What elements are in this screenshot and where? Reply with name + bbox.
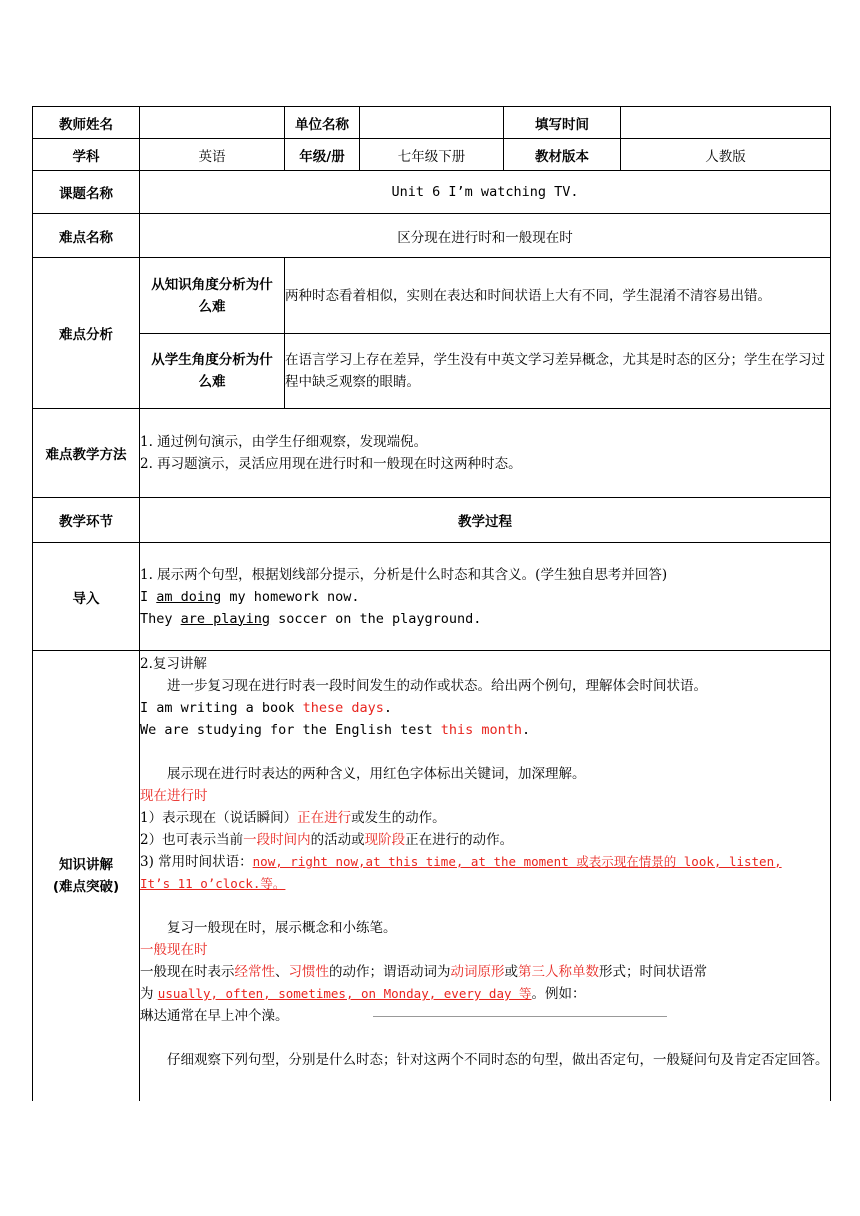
method-item-1: 1. 通过例句演示，由学生仔细观察，发现端倪。 xyxy=(140,434,428,450)
process-header: 教学过程 xyxy=(140,498,831,543)
pc-point-1: 1）表示现在（说话瞬间）正在进行或发生的动作。 xyxy=(140,810,446,826)
unit-label: 单位名称 xyxy=(285,107,360,139)
knowledge-angle-label: 从知识角度分析为什么难 xyxy=(140,258,285,334)
sp-line-2: 为 usually, often, sometimes, on Monday, every day 等。例如： xyxy=(140,986,586,1002)
answer-blank[interactable] xyxy=(373,1016,667,1017)
pc-point-3-cont: It’s 11 o’clock.等。 xyxy=(140,876,286,891)
sp-line-3: 琳达通常在早上冲个澡。 xyxy=(140,1005,830,1027)
sp-line-1: 一般现在时表示经常性、习惯性的动作；谓语动词为动词原形或第三人称单数形式；时间状语常 xyxy=(140,964,707,980)
intro-sentence-2: They are playing soccer on the playground. xyxy=(140,610,482,627)
stage-header: 教学环节 xyxy=(33,498,140,543)
topic-value: Unit 6 I’m watching TV. xyxy=(140,171,831,214)
grade-label: 年级/册 xyxy=(285,139,360,171)
review-intro: 进一步复习现在进行时表一段时间发生的动作或状态。给出两个例句，理解体会时间状语。 xyxy=(167,678,707,694)
review-title: 2.复习讲解 xyxy=(140,656,207,672)
pc-point-3: 3) 常用时间状语：now, right now,at this time, at the moment 或表示现在情景的 look, listen, xyxy=(140,854,782,870)
example-2: We are studying for the English test this month. xyxy=(140,722,531,738)
intro-sentence-1: I am doing my homework now. xyxy=(140,588,360,605)
student-angle-text: 在语言学习上存在差异，学生没有中英文学习差异概念，尤其是时态的区分；学生在学习过程中缺乏观察的眼睛。 xyxy=(285,334,831,409)
observe-instruction: 仔细观察下列句型，分别是什么时态；针对这两个不同时态的句型，做出否定句，一般疑问句及肯定否定回答。 xyxy=(167,1052,829,1068)
underlined-verb: are playing xyxy=(180,610,271,627)
intro-content xyxy=(140,543,831,651)
simple-present-title: 一般现在时 xyxy=(140,942,208,958)
underlined-verb: am doing xyxy=(156,588,222,605)
unit-value[interactable] xyxy=(360,107,504,139)
date-label: 填写时间 xyxy=(504,107,621,139)
pc-point-2: 2）也可表示当前一段时间内的活动或现阶段正在进行的动作。 xyxy=(140,832,514,848)
analysis-label: 难点分析 xyxy=(33,258,140,409)
student-angle-label: 从学生角度分析为什么难 xyxy=(140,334,285,409)
subject-value: 英语 xyxy=(140,139,285,171)
edition-value: 人教版 xyxy=(621,139,831,171)
method-item-2: 2. 再习题演示，灵活应用现在进行时和一般现在时这两种时态。 xyxy=(140,456,522,472)
lesson-plan-table xyxy=(32,106,831,1101)
intro-label: 导入 xyxy=(33,543,140,651)
teacher-value[interactable] xyxy=(140,107,285,139)
review-simple-present: 复习一般现在时，展示概念和小练笔。 xyxy=(167,920,397,936)
teacher-label: 教师姓名 xyxy=(33,107,140,139)
topic-label: 课题名称 xyxy=(33,171,140,214)
method-label: 难点教学方法 xyxy=(33,409,140,498)
show-meanings: 展示现在进行时表达的两种含义，用红色字体标出关键词，加深理解。 xyxy=(167,766,586,782)
present-continuous-title: 现在进行时 xyxy=(140,788,208,804)
example-1: I am writing a book these days. xyxy=(140,700,392,716)
method-content xyxy=(140,409,831,498)
grade-value: 七年级下册 xyxy=(360,139,504,171)
subject-label: 学科 xyxy=(33,139,140,171)
date-value[interactable] xyxy=(621,107,831,139)
knowledge-angle-text: 两种时态看着相似，实则在表达和时间状语上大有不同，学生混淆不清容易出错。 xyxy=(285,258,831,334)
knowledge-label: 知识讲解 (难点突破) xyxy=(33,651,140,1101)
difficulty-value: 区分现在进行时和一般现在时 xyxy=(140,214,831,258)
difficulty-label: 难点名称 xyxy=(33,214,140,258)
knowledge-content xyxy=(140,651,831,1101)
intro-line-1: 1. 展示两个句型，根据划线部分提示，分析是什么时态和其含义。(学生独自思考并回答) xyxy=(140,566,668,583)
edition-label: 教材版本 xyxy=(504,139,621,171)
